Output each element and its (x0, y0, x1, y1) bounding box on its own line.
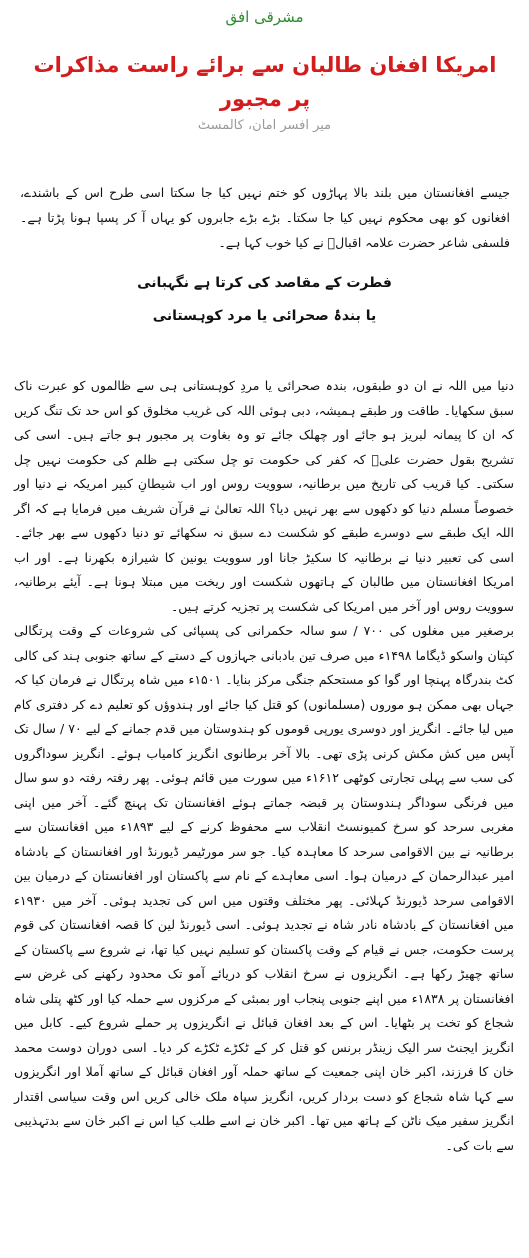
body-paragraph-2: برصغیر میں مغلوں کی ۷۰۰ / سو سالہ حکمرانی کی پسپائی کی شروعات کے وقت پرتگالی کپتان واسکو ڈیگاما ۱۴۹۸ء میں صرف تین بادبانی جہازوں کے دستے کے ساتھ جنوبی ہند کی کالی کٹ بندرگاہ پہنچا اور گوا کو مستحکم جنگی مرکز بنایا۔ ۱۵۰۱ء میں شاہ پرتگال نے فرمان کیا کہ جہاں بھی ممکن ہو موروں (مسلمانوں) کو قتل کیا جائے اور ہندوؤں کو تعلیم دے کر دفتری کام میں لیا جائے۔ انگریز اور دوسری یورپی قوموں کو ہندوستان میں قدم جمانے کے لیے ۷۰ / سال تک آپس میں کش مکش کرنی پڑی تھی۔ بالا آخر برطانوی انگریز کامیاب ہوئے۔ انگریز سوداگروں کی سب سے پہلی تجارتی کوٹھی ۱۶۱۲ء میں سورت میں قائم ہوئی۔ پھر رفتہ رفتہ دو سو سال میں فرنگی سوداگر ہندوستان پر قبضہ جماتے ہوئے افغانستان تک پہنچ گئے۔ آخر میں اپنی مغربی سرحد کو سرخ کمیونسٹ انقلاب سے محفوظ کرنے کے لیے ۱۸۹۳ء میں افغانستان سے برطانیہ نے بین الاقوامی سرحد کا معاہدہ کیا۔ جو سر مورٹیمر ڈیورنڈ اور افغانستان کے بادشاہ امیر عبدالرحمان کے درمیان ہوا۔ اسی معاہدے کے نام سے پاکستان اور افغانستان کے درمیان بین الاقوامی سرحد ڈیورنڈ کہلائی۔ پھر مختلف وقتوں میں اس کی تجدید ہوئی۔ آخر میں ۱۹۳۰ء میں افغانستان کے بادشاہ نادر شاہ نے تجدید ہوئی۔ اسی ڈیورنڈ لین کا قصہ افغانستان کی قوم پرست حکومت، جس نے قیام کے وقت پاکستان کو تسلیم نہیں کیا تھا، نے شروع سے پاکستان کے ساتھ چھیڑ رکھا ہے۔ انگریزوں نے سرخ انقلاب کو دریائے آمو تک محدود رکھنے کی غرض سے افغانستان پر ۱۸۳۸ء میں اپنے جنوبی پنجاب اور بمبئی کے مرکزوں سے حملہ کیا اور کٹھ پتلی شاہ شجاع کو تخت پر بٹھایا۔ اس کے بعد افغان قبائل نے انگریزوں پر حملے شروع کیے۔ کابل میں انگریز ایجنٹ سر الیک زینڈر برنس کو قتل کر کے ٹکڑے ٹکڑے کر دیا۔ اسی دوران دوست محمد خان کا فرزند، اکبر خان اپنی جمعیت کے ساتھ حملہ آور افغان قبائل کے ساتھ آملا اور انگریزوں سے کہا شاہ شجاع کو دست بردار کریں، انگریز سپاہ ملک خالی کریں اس وقت سیاسی اقتدار انگریز سفیر میک ناٹن کے ہاتھ میں تھا۔ اکبر خان نے اسے طلب کیا اس نے اکبر خان سے بدتہذیبی سے بات کی۔ (14, 623, 515, 1153)
article-byline: میر افسر امان، کالمسٹ (197, 118, 332, 133)
article-body (14, 374, 514, 1158)
verse-line-2: یا بندۂ صحرائی یا مرد کوہستانی (152, 308, 377, 324)
article-headline: امریکا افغان طالبان سے برائے راست مذاکرات پر مجبور (33, 53, 497, 111)
body-paragraph-1: دنیا میں اللہ نے ان دو طبقوں، بندہ صحرائی یا مردِ کوہستانی ہی سے ظالموں کو عبرت ناک سبق سکھایا۔ طاقت ور طبقے ہمیشہ، دبی ہوئی اللہ کی غریب مخلوق کو اس حد تک تنگ کریں کہ ان کا پیمانہ لبریز ہو جائے اور چھلک جائے تو وہ بغاوت پر مجبور ہو جاتے ہیں۔ اسی کی تشریح بقول حضرت علیؓ کہ کفر کی حکومت تو چل سکتی ہے ظلم کی حکومت نہیں چل سکتی۔ کیا قریب کی تاریخ میں برطانیہ، سوویت روس اور اب شیطانِ کبیر امریکہ نے دنیا اور خصوصاً مسلم دنیا کو دکھوں سے بھر نہیں دیا؟ اللہ تعالیٰ نے قرآن شریف میں فرمایا ہے کہ اگر اللہ ایک طبقے سے دوسرے طبقے کو شکست دے سبق نہ سکھائے تو دنیا دکھوں سے بھر جائے۔ اسی کی تعبیر دنیا نے برطانیہ کا سکیڑ جانا اور سوویت یونین کا شیرازہ بکھرنا ہے۔ اور اب امریکا افغانستان میں طالبان کے ہاتھوں شکست اور ریخت میں مبتلا ہونا ہے۔ آیئے برطانیہ، سوویت روس اور آخر میں امریکا کی شکست پر تجزیہ کرتے ہیں۔ (14, 378, 514, 614)
verse-line-1: فطرت کے مقاصد کی کرتا ہے نگہبانی (137, 275, 392, 291)
column-kicker: مشرقی افق (225, 8, 304, 26)
intro-paragraph: جیسے افغانستان میں بلند بالا پہاڑوں کو ختم نہیں کیا جا سکتا اسی طرح اس کے باشندے، افغانوں کو بھی محکوم نہیں کیا جا سکتا۔ بڑے بڑے جابروں کو یہاں آ کر پسپا ہونا پڑتا ہے۔ فلسفی شاعر حضرت علامہ اقبالؒ نے کیا خوب کہا ہے۔ (20, 185, 510, 250)
